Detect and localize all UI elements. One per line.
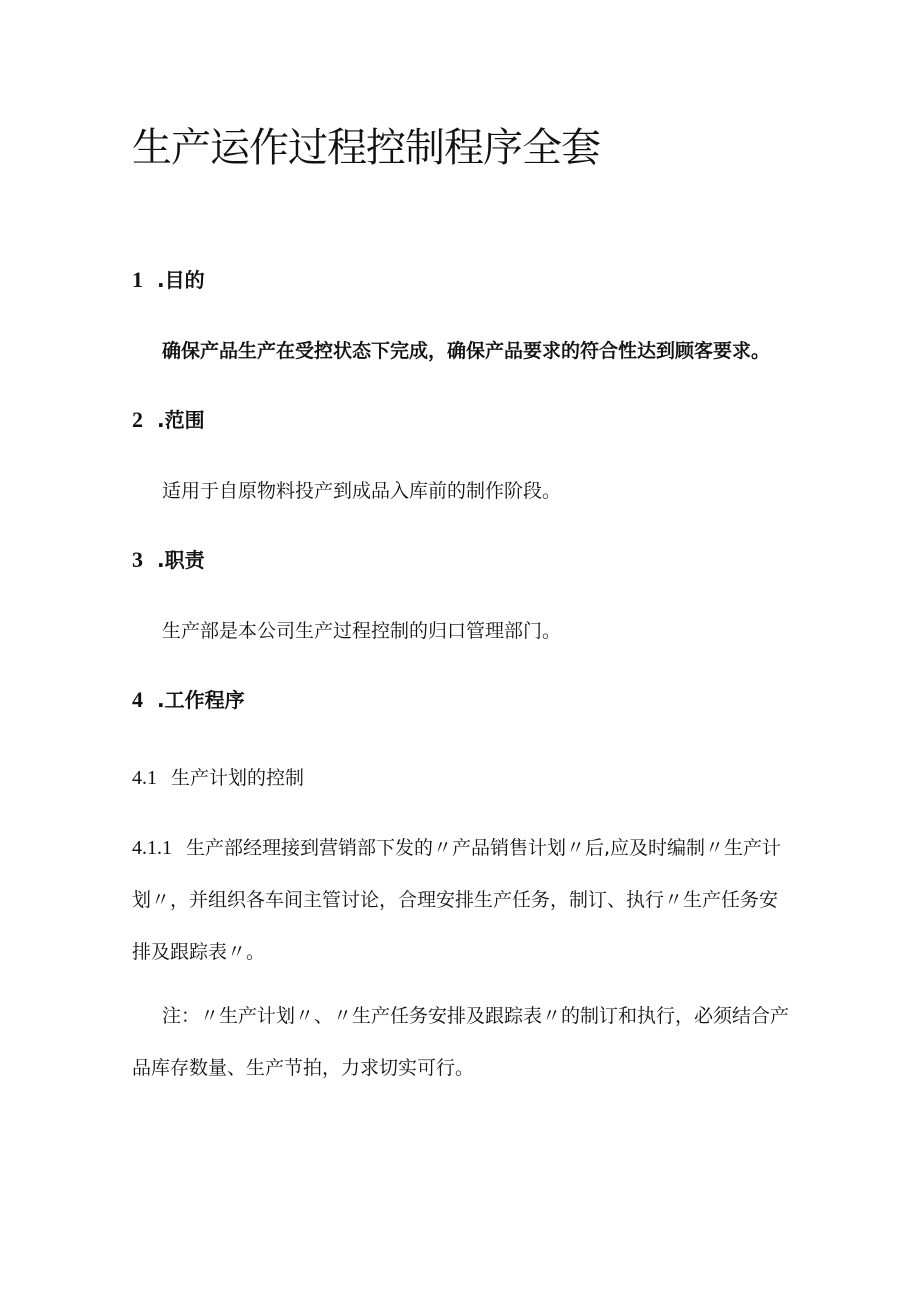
section-title: .工作程序 [157,688,245,712]
subsection-number: 4.1.1 [132,837,172,859]
note-paragraph: 注：〃生产计划〃、〃生产任务安排及跟踪表〃的制订和执行，必须结合产品库存数量、生产节拍，力求切实可行。 [132,1005,790,1079]
section-heading-purpose [132,266,205,294]
document-title: 生产运作过程控制程序全套 [132,125,600,171]
section-number: 3 [132,547,143,572]
section-body-scope: 适用于自原物料投产到成品入库前的制作阶段。 [162,480,562,502]
section-number: 2 [132,407,143,432]
section-title: .职责 [157,548,205,572]
section-title: .范围 [157,408,205,432]
section-number: 4 [132,687,143,712]
section-title: .目的 [157,268,205,292]
section-heading-scope [132,406,205,434]
section-heading-responsibility [132,546,205,574]
section-heading-procedure [132,686,245,714]
subsection-title: 生产计划的控制 [171,767,305,789]
section-body-responsibility: 生产部是本公司生产过程控制的归口管理部门。 [162,620,562,642]
section-number: 1 [132,267,143,292]
section-body-purpose: 确保产品生产在受控状态下完成，确保产品要求的符合性达到顾客要求。 [162,340,771,362]
subsection-text: 生产部经理接到营销部下发的〃产品销售计划〃后,应及时编制〃生产计划〃，并组织各车间主管讨论，合理安排生产任务，制订、执行〃生产任务安排及跟踪表〃。 [132,837,782,963]
subsection-heading-4-1 [132,764,304,792]
subsection-4-1-1-paragraph [132,822,792,978]
subsection-number: 4.1 [132,767,157,789]
